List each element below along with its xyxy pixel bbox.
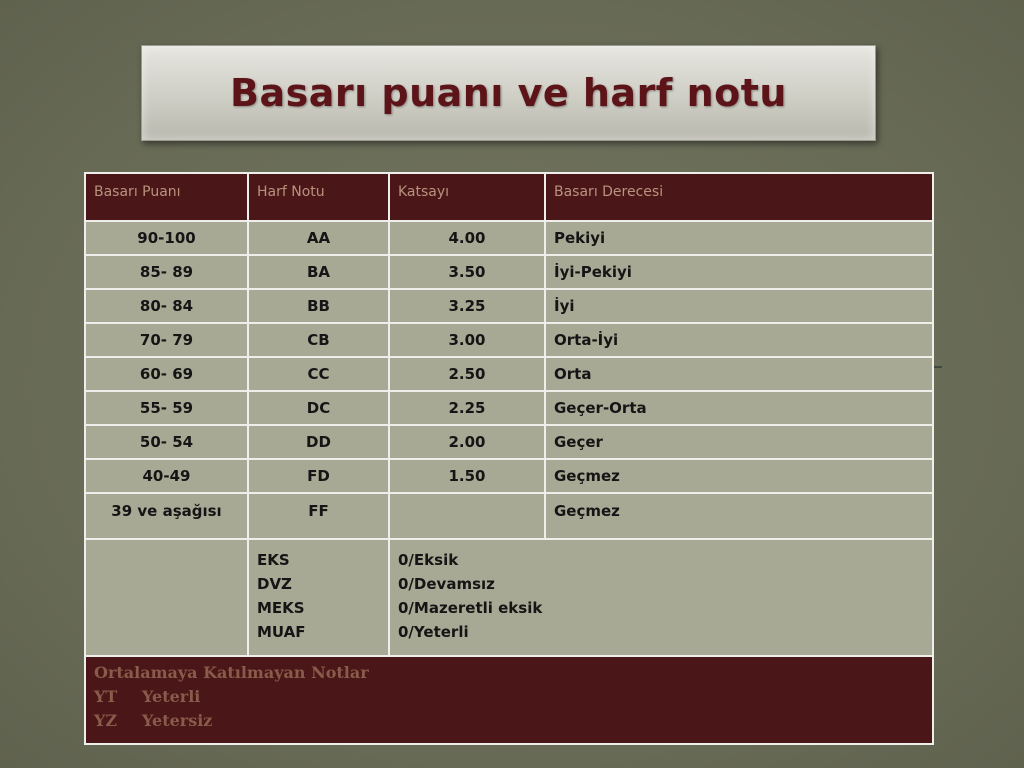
table-row — [85, 357, 933, 391]
table-row — [85, 323, 933, 357]
title-box — [141, 45, 876, 141]
extra-value: 0/Yeterli — [398, 623, 469, 641]
page-title: Basarı puanı ve harf notu — [230, 71, 787, 115]
cell-letter: CB — [248, 323, 389, 357]
footer-code: YT — [94, 687, 118, 706]
footer-heading: Ortalamaya Katılmayan Notlar — [94, 663, 369, 682]
cell-score: 70- 79 — [85, 323, 248, 357]
cell-letter: BB — [248, 289, 389, 323]
extra-value: 0/Eksik — [398, 551, 459, 569]
footer-label: Yetersiz — [142, 711, 213, 730]
column-header-score: Basarı Puanı — [85, 173, 248, 221]
cell-degree: İyi-Pekiyi — [545, 255, 933, 289]
column-header-degree: Basarı Derecesi — [545, 173, 933, 221]
extra-code-list — [248, 539, 389, 656]
cell-coefficient: 2.50 — [389, 357, 545, 391]
cell-score: 60- 69 — [85, 357, 248, 391]
table-row — [85, 459, 933, 493]
cell-score: 85- 89 — [85, 255, 248, 289]
footer-row — [85, 656, 933, 744]
cell-letter: FD — [248, 459, 389, 493]
empty-cell — [85, 539, 248, 656]
cell-degree: Orta-İyi — [545, 323, 933, 357]
extra-code: EKS — [257, 551, 290, 569]
cell-score: 90-100 — [85, 221, 248, 255]
extra-value: 0/Devamsız — [398, 575, 495, 593]
cell-degree: Pekiyi — [545, 221, 933, 255]
column-header-coefficient: Katsayı — [389, 173, 545, 221]
cell-letter: DC — [248, 391, 389, 425]
table-row — [85, 289, 933, 323]
cell-degree: Geçmez — [545, 459, 933, 493]
cell-coefficient: 3.50 — [389, 255, 545, 289]
cell-letter: BA — [248, 255, 389, 289]
extra-code: MUAF — [257, 623, 306, 641]
grade-table — [84, 172, 934, 745]
cell-coefficient: 3.25 — [389, 289, 545, 323]
cell-coefficient — [389, 493, 545, 539]
cell-score: 39 ve aşağısı — [85, 493, 248, 539]
table-row — [85, 493, 933, 539]
column-header-letter: Harf Notu — [248, 173, 389, 221]
cell-score: 80- 84 — [85, 289, 248, 323]
cell-degree: Orta — [545, 357, 933, 391]
cell-letter: DD — [248, 425, 389, 459]
cell-degree: İyi — [545, 289, 933, 323]
cell-coefficient: 1.50 — [389, 459, 545, 493]
table-row — [85, 221, 933, 255]
cell-score: 50- 54 — [85, 425, 248, 459]
extra-value-list — [389, 539, 933, 656]
footer-label: Yeterli — [142, 687, 201, 706]
cell-letter: CC — [248, 357, 389, 391]
cell-letter: AA — [248, 221, 389, 255]
cell-coefficient: 2.00 — [389, 425, 545, 459]
extra-code: MEKS — [257, 599, 305, 617]
cell-degree: Geçmez — [545, 493, 933, 539]
cell-score: 55- 59 — [85, 391, 248, 425]
table-row — [85, 425, 933, 459]
table-row — [85, 255, 933, 289]
cell-letter: FF — [248, 493, 389, 539]
footer-cell — [85, 656, 933, 744]
cell-coefficient: 4.00 — [389, 221, 545, 255]
extra-code: DVZ — [257, 575, 292, 593]
cell-coefficient: 2.25 — [389, 391, 545, 425]
cell-degree: Geçer-Orta — [545, 391, 933, 425]
cell-degree: Geçer — [545, 425, 933, 459]
extra-value: 0/Mazeretli eksik — [398, 599, 543, 617]
cell-score: 40-49 — [85, 459, 248, 493]
table-header-row — [85, 173, 933, 221]
footer-code: YZ — [94, 711, 118, 730]
table-row — [85, 391, 933, 425]
footer-item — [94, 709, 924, 733]
footer-item — [94, 685, 924, 709]
non-graded-codes-row — [85, 539, 933, 656]
cell-coefficient: 3.00 — [389, 323, 545, 357]
